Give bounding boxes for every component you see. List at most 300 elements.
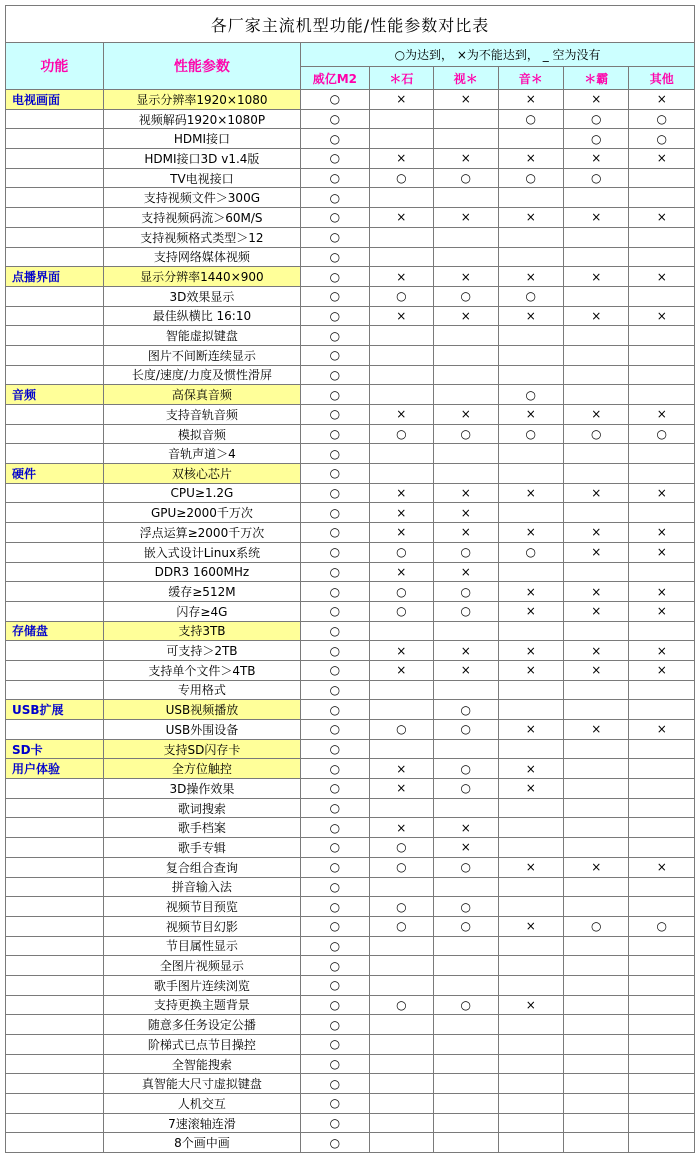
- param-label: 复合组合查询: [103, 857, 300, 877]
- mark-cell: [629, 188, 695, 208]
- param-label: 歌手专辑: [103, 838, 300, 858]
- mark-cell: ×: [629, 483, 695, 503]
- brand-header-5: 其他: [629, 67, 695, 90]
- mark-cell: ×: [369, 503, 433, 523]
- mark-cell: ×: [563, 582, 628, 602]
- mark-cell: [629, 168, 695, 188]
- mark-cell: [563, 680, 628, 700]
- mark-cell: [434, 936, 498, 956]
- mark-cell: ○: [301, 227, 369, 247]
- table-row: [6, 365, 695, 385]
- param-label: 全智能搜索: [103, 1054, 300, 1074]
- mark-cell: ○: [434, 779, 498, 799]
- mark-cell: [434, 1074, 498, 1094]
- mark-cell: [498, 503, 563, 523]
- mark-cell: ×: [434, 483, 498, 503]
- mark-cell: ×: [434, 306, 498, 326]
- table-row: [6, 444, 695, 464]
- mark-cell: ○: [301, 444, 369, 464]
- brand-header-0: 威亿M2: [301, 67, 369, 90]
- mark-cell: ×: [629, 208, 695, 228]
- mark-cell: ×: [629, 720, 695, 740]
- mark-cell: ×: [563, 267, 628, 287]
- mark-cell: ×: [498, 779, 563, 799]
- mark-cell: ○: [301, 857, 369, 877]
- param-label: 歌手档案: [103, 818, 300, 838]
- mark-cell: ○: [301, 601, 369, 621]
- mark-cell: ○: [369, 838, 433, 858]
- mark-cell: [434, 1113, 498, 1133]
- param-label: 显示分辨率1440×900: [103, 267, 300, 287]
- mark-cell: ×: [369, 483, 433, 503]
- category-empty-cell: [6, 1015, 104, 1035]
- table-row: [6, 227, 695, 247]
- mark-cell: [434, 326, 498, 346]
- mark-cell: ○: [301, 483, 369, 503]
- table-row: [6, 1054, 695, 1074]
- category-empty-cell: [6, 247, 104, 267]
- mark-cell: [434, 464, 498, 484]
- mark-cell: ×: [434, 503, 498, 523]
- mark-cell: ○: [563, 424, 628, 444]
- table-row: [6, 1113, 695, 1133]
- mark-cell: [369, 247, 433, 267]
- mark-cell: [629, 385, 695, 405]
- mark-cell: [434, 109, 498, 129]
- mark-cell: ×: [629, 523, 695, 543]
- param-label: 支持视频码流＞60M/S: [103, 208, 300, 228]
- category-empty-cell: [6, 306, 104, 326]
- mark-cell: ○: [498, 385, 563, 405]
- mark-cell: ×: [434, 267, 498, 287]
- param-label: USB视频播放: [103, 700, 300, 720]
- mark-cell: ○: [369, 897, 433, 917]
- mark-cell: [369, 739, 433, 759]
- mark-cell: ○: [301, 916, 369, 936]
- mark-cell: [434, 1054, 498, 1074]
- mark-cell: [434, 1015, 498, 1035]
- mark-cell: ○: [301, 641, 369, 661]
- param-label: 阶梯式已点节目操控: [103, 1035, 300, 1055]
- mark-cell: ○: [434, 759, 498, 779]
- mark-cell: [434, 227, 498, 247]
- param-label: 支持视频格式类型＞12: [103, 227, 300, 247]
- mark-cell: ○: [563, 168, 628, 188]
- mark-cell: [434, 188, 498, 208]
- page-title: 各厂家主流机型功能/性能参数对比表: [6, 6, 695, 43]
- mark-cell: [629, 444, 695, 464]
- param-label: HDMI接口: [103, 129, 300, 149]
- param-label: 支持更换主题背景: [103, 995, 300, 1015]
- table-row: [6, 345, 695, 365]
- param-label: 8个画中画: [103, 1133, 300, 1153]
- mark-cell: [629, 798, 695, 818]
- mark-cell: ○: [301, 129, 369, 149]
- mark-cell: [563, 188, 628, 208]
- mark-cell: [563, 838, 628, 858]
- mark-cell: ○: [369, 542, 433, 562]
- table-row: [6, 405, 695, 425]
- category-empty-cell: [6, 168, 104, 188]
- category-empty-cell: [6, 562, 104, 582]
- mark-cell: ○: [301, 188, 369, 208]
- param-label: 歌手图片连续浏览: [103, 975, 300, 995]
- param-label: 3D操作效果: [103, 779, 300, 799]
- brand-header-1: ＊石: [369, 67, 433, 90]
- table-row: [6, 818, 695, 838]
- table-row: [6, 1074, 695, 1094]
- category-empty-cell: [6, 365, 104, 385]
- mark-cell: [498, 818, 563, 838]
- category-empty-cell: [6, 897, 104, 917]
- mark-cell: ×: [498, 582, 563, 602]
- mark-cell: [498, 798, 563, 818]
- mark-cell: [629, 1035, 695, 1055]
- mark-cell: ×: [498, 208, 563, 228]
- mark-cell: ○: [301, 838, 369, 858]
- table-row: [6, 798, 695, 818]
- mark-cell: [434, 444, 498, 464]
- mark-cell: [434, 1133, 498, 1153]
- table-row: [6, 759, 695, 779]
- mark-cell: [629, 227, 695, 247]
- mark-cell: ○: [434, 897, 498, 917]
- mark-cell: ×: [563, 660, 628, 680]
- mark-cell: ×: [369, 267, 433, 287]
- param-label: 视频节目幻影: [103, 916, 300, 936]
- mark-cell: [629, 464, 695, 484]
- table-row: [6, 995, 695, 1015]
- param-label: USB外围设备: [103, 720, 300, 740]
- mark-cell: ○: [369, 582, 433, 602]
- mark-cell: ○: [563, 109, 628, 129]
- mark-cell: ×: [498, 405, 563, 425]
- mark-cell: [434, 1035, 498, 1055]
- mark-cell: ○: [498, 424, 563, 444]
- param-label: 支持3TB: [103, 621, 300, 641]
- brand-header-4: ＊霸: [563, 67, 628, 90]
- mark-cell: [563, 464, 628, 484]
- mark-cell: ○: [629, 129, 695, 149]
- mark-cell: [369, 227, 433, 247]
- brand-header-3: 音＊: [498, 67, 563, 90]
- mark-cell: ○: [301, 562, 369, 582]
- mark-cell: [563, 897, 628, 917]
- mark-cell: [434, 129, 498, 149]
- mark-cell: ○: [369, 424, 433, 444]
- mark-cell: [563, 345, 628, 365]
- category-empty-cell: [6, 720, 104, 740]
- category-empty-cell: [6, 877, 104, 897]
- mark-cell: [498, 1094, 563, 1114]
- mark-cell: [629, 818, 695, 838]
- mark-cell: [434, 956, 498, 976]
- param-label: 支持单个文件＞4TB: [103, 660, 300, 680]
- mark-cell: ○: [301, 700, 369, 720]
- mark-cell: ×: [369, 818, 433, 838]
- mark-cell: [563, 739, 628, 759]
- mark-cell: ○: [498, 109, 563, 129]
- mark-cell: [563, 247, 628, 267]
- table-row: [6, 601, 695, 621]
- category-empty-cell: [6, 542, 104, 562]
- mark-cell: [563, 621, 628, 641]
- table-row: [6, 838, 695, 858]
- mark-cell: [369, 1113, 433, 1133]
- mark-cell: ○: [434, 168, 498, 188]
- mark-cell: ○: [629, 424, 695, 444]
- mark-cell: [563, 1133, 628, 1153]
- mark-cell: ○: [301, 247, 369, 267]
- mark-cell: [369, 385, 433, 405]
- mark-cell: [498, 1015, 563, 1035]
- category-empty-cell: [6, 798, 104, 818]
- mark-cell: [563, 995, 628, 1015]
- mark-cell: ×: [369, 208, 433, 228]
- mark-cell: ○: [629, 109, 695, 129]
- mark-cell: [629, 1074, 695, 1094]
- mark-cell: ×: [369, 562, 433, 582]
- mark-cell: ×: [369, 759, 433, 779]
- mark-cell: [563, 700, 628, 720]
- param-label: GPU≥2000千万次: [103, 503, 300, 523]
- mark-cell: [498, 838, 563, 858]
- category-empty-cell: [6, 641, 104, 661]
- mark-cell: ○: [369, 995, 433, 1015]
- category-empty-cell: [6, 857, 104, 877]
- mark-cell: ○: [434, 424, 498, 444]
- mark-cell: [434, 739, 498, 759]
- param-label: 缓存≥512M: [103, 582, 300, 602]
- mark-cell: ×: [434, 90, 498, 110]
- mark-cell: [629, 897, 695, 917]
- mark-cell: [629, 838, 695, 858]
- param-label: DDR3 1600MHz: [103, 562, 300, 582]
- category-empty-cell: [6, 188, 104, 208]
- mark-cell: [563, 227, 628, 247]
- mark-cell: ○: [301, 267, 369, 287]
- param-label: 双核心芯片: [103, 464, 300, 484]
- param-label: 图片不间断连续显示: [103, 345, 300, 365]
- mark-cell: ×: [629, 660, 695, 680]
- param-label: 浮点运算≥2000千万次: [103, 523, 300, 543]
- mark-cell: [498, 345, 563, 365]
- category-empty-cell: [6, 995, 104, 1015]
- mark-cell: [369, 1015, 433, 1035]
- mark-cell: ○: [301, 621, 369, 641]
- mark-cell: [563, 1035, 628, 1055]
- mark-cell: [434, 247, 498, 267]
- mark-cell: [629, 247, 695, 267]
- mark-cell: [498, 247, 563, 267]
- table-row: [6, 779, 695, 799]
- mark-cell: ○: [301, 1035, 369, 1055]
- mark-cell: ○: [301, 306, 369, 326]
- table-row: [6, 975, 695, 995]
- mark-cell: [498, 1035, 563, 1055]
- mark-cell: [563, 326, 628, 346]
- mark-cell: [629, 1054, 695, 1074]
- param-label: 拼音输入法: [103, 877, 300, 897]
- mark-cell: ○: [434, 601, 498, 621]
- mark-cell: ○: [434, 582, 498, 602]
- mark-cell: [563, 1054, 628, 1074]
- table-row: [6, 247, 695, 267]
- category-empty-cell: [6, 405, 104, 425]
- mark-cell: [369, 1074, 433, 1094]
- mark-cell: ○: [301, 798, 369, 818]
- params-header: 性能参数: [103, 43, 300, 90]
- mark-cell: ○: [301, 149, 369, 169]
- mark-cell: ○: [301, 286, 369, 306]
- mark-cell: ×: [369, 405, 433, 425]
- mark-cell: [498, 129, 563, 149]
- mark-cell: ○: [301, 936, 369, 956]
- category-empty-cell: [6, 109, 104, 129]
- mark-cell: [434, 621, 498, 641]
- param-label: 视频节目预览: [103, 897, 300, 917]
- mark-cell: ×: [498, 759, 563, 779]
- param-label: 真智能大尺寸虚拟键盘: [103, 1074, 300, 1094]
- mark-cell: ×: [563, 542, 628, 562]
- mark-cell: [629, 1015, 695, 1035]
- mark-cell: ×: [629, 267, 695, 287]
- mark-cell: [629, 326, 695, 346]
- param-label: 视频解码1920×1080P: [103, 109, 300, 129]
- mark-cell: [498, 1054, 563, 1074]
- mark-cell: ○: [301, 956, 369, 976]
- table-row: [6, 326, 695, 346]
- mark-cell: ○: [498, 286, 563, 306]
- mark-cell: ○: [434, 720, 498, 740]
- mark-cell: [563, 444, 628, 464]
- mark-cell: [563, 877, 628, 897]
- mark-cell: [629, 779, 695, 799]
- mark-cell: [629, 1113, 695, 1133]
- mark-cell: ○: [301, 168, 369, 188]
- mark-cell: [498, 464, 563, 484]
- mark-cell: ×: [498, 995, 563, 1015]
- param-label: 高保真音频: [103, 385, 300, 405]
- table-row: [6, 424, 695, 444]
- mark-cell: [498, 562, 563, 582]
- mark-cell: ○: [434, 995, 498, 1015]
- mark-cell: [563, 936, 628, 956]
- mark-cell: ×: [629, 149, 695, 169]
- mark-cell: ○: [498, 168, 563, 188]
- mark-cell: [369, 464, 433, 484]
- category-empty-cell: [6, 975, 104, 995]
- mark-cell: ○: [301, 897, 369, 917]
- param-label: 歌词搜索: [103, 798, 300, 818]
- mark-cell: ×: [434, 208, 498, 228]
- mark-cell: [629, 286, 695, 306]
- category-empty-cell: [6, 936, 104, 956]
- category-empty-cell: [6, 424, 104, 444]
- mark-cell: [629, 995, 695, 1015]
- mark-cell: ○: [301, 720, 369, 740]
- category-empty-cell: [6, 345, 104, 365]
- mark-cell: ×: [434, 523, 498, 543]
- mark-cell: [434, 975, 498, 995]
- mark-cell: ×: [629, 405, 695, 425]
- mark-cell: ×: [563, 523, 628, 543]
- mark-cell: ○: [301, 1094, 369, 1114]
- mark-cell: ×: [629, 542, 695, 562]
- category-label: 点播界面: [6, 267, 104, 287]
- table-row: [6, 562, 695, 582]
- mark-cell: [369, 936, 433, 956]
- mark-cell: [434, 365, 498, 385]
- category-label: SD卡: [6, 739, 104, 759]
- mark-cell: [369, 345, 433, 365]
- mark-cell: ×: [629, 641, 695, 661]
- mark-cell: ×: [563, 601, 628, 621]
- mark-cell: [369, 188, 433, 208]
- mark-cell: [498, 444, 563, 464]
- table-row: [6, 90, 695, 110]
- comparison-table: [5, 5, 695, 1153]
- mark-cell: ○: [301, 542, 369, 562]
- category-empty-cell: [6, 503, 104, 523]
- mark-cell: ×: [629, 306, 695, 326]
- table-row: [6, 621, 695, 641]
- mark-cell: [498, 936, 563, 956]
- param-label: TV电视接口: [103, 168, 300, 188]
- mark-cell: [563, 503, 628, 523]
- mark-cell: [434, 798, 498, 818]
- category-label: 音频: [6, 385, 104, 405]
- mark-cell: ×: [629, 582, 695, 602]
- param-label: 节目属性显示: [103, 936, 300, 956]
- table-row: [6, 306, 695, 326]
- param-label: 3D效果显示: [103, 286, 300, 306]
- mark-cell: [498, 1113, 563, 1133]
- category-label: 存储盘: [6, 621, 104, 641]
- mark-cell: ○: [301, 503, 369, 523]
- mark-cell: [369, 365, 433, 385]
- mark-cell: [498, 739, 563, 759]
- param-label: 闪存≥4G: [103, 601, 300, 621]
- mark-cell: ×: [498, 857, 563, 877]
- table-row: [6, 641, 695, 661]
- category-empty-cell: [6, 149, 104, 169]
- mark-cell: [498, 365, 563, 385]
- mark-cell: ○: [301, 464, 369, 484]
- mark-cell: ×: [629, 857, 695, 877]
- param-label: 支持网络媒体视频: [103, 247, 300, 267]
- mark-cell: [629, 759, 695, 779]
- category-empty-cell: [6, 1054, 104, 1074]
- category-empty-cell: [6, 523, 104, 543]
- mark-cell: ○: [369, 168, 433, 188]
- mark-cell: [369, 1035, 433, 1055]
- table-row: [6, 1035, 695, 1055]
- mark-cell: ×: [498, 916, 563, 936]
- mark-cell: [434, 680, 498, 700]
- param-label: 可支持＞2TB: [103, 641, 300, 661]
- table-row: [6, 857, 695, 877]
- param-label: 嵌入式设计Linux系统: [103, 542, 300, 562]
- param-label: HDMI接口3D v1.4版: [103, 149, 300, 169]
- param-label: 支持SD闪存卡: [103, 739, 300, 759]
- category-empty-cell: [6, 956, 104, 976]
- mark-cell: [563, 779, 628, 799]
- mark-cell: ○: [301, 385, 369, 405]
- mark-cell: [498, 326, 563, 346]
- param-label: 音轨声道＞4: [103, 444, 300, 464]
- category-empty-cell: [6, 818, 104, 838]
